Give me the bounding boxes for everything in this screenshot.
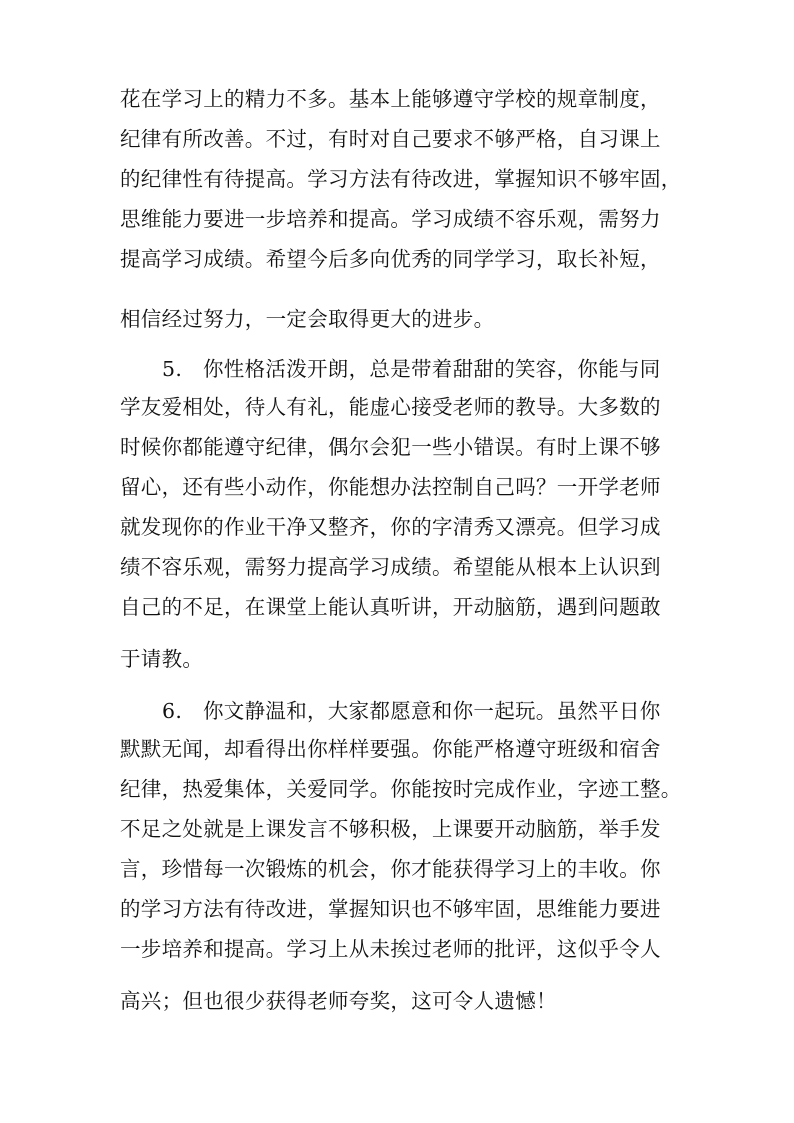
text-line: 时候你都能遵守纪律，偶尔会犯一些小错误。有时上课不够 bbox=[120, 435, 661, 459]
text-line: 思维能力要进一步培养和提高。学习成绩不容乐观，需努力 bbox=[120, 207, 661, 231]
text-line: 纪律有所改善。不过，有时对自己要求不够严格，自习课上 bbox=[120, 127, 661, 151]
text-line bbox=[162, 696, 661, 726]
line-text: 你性格活泼开朗，总是带着甜甜的笑容，你能与同 bbox=[203, 357, 661, 381]
text-line: 自己的不足，在课堂上能认真听讲，开动脑筋，遇到问题敢 bbox=[120, 595, 661, 619]
item-number: 6. bbox=[162, 699, 183, 723]
text-line: 的学习方法有待改进，掌握知识也不够牢固，思维能力要进 bbox=[120, 897, 661, 921]
text-line: 不足之处就是上课发言不够积极，上课要开动脑筋，举手发 bbox=[120, 817, 661, 841]
text-line: 留心，还有些小动作，你能想办法控制自己吗？一开学老师 bbox=[120, 475, 661, 499]
item-number: 5. bbox=[162, 357, 183, 381]
line-text: 你文静温和，大家都愿意和你一起玩。虽然平日你 bbox=[203, 699, 661, 723]
text-line: 学友爱相处，待人有礼，能虚心接受老师的教导。大多数的 bbox=[120, 395, 661, 419]
text-line: 于请教。 bbox=[120, 647, 204, 671]
text-line: 纪律，热爱集体，关爱同学。你能按时完成作业，字迹工整。 bbox=[120, 777, 682, 801]
text-line: 的纪律性有待提高。学习方法有待改进，掌握知识不够牢固， bbox=[120, 167, 682, 191]
text-line: 花在学习上的精力不多。基本上能够遵守学校的规章制度， bbox=[120, 87, 661, 111]
text-line: 言，珍惜每一次锻炼的机会，你才能获得学习上的丰收。你 bbox=[120, 857, 661, 881]
text-line: 就发现你的作业干净又整齐，你的字清秀又漂亮。但学习成 bbox=[120, 515, 661, 539]
text-line: 默默无闻，却看得出你样样要强。你能严格遵守班级和宿舍 bbox=[120, 737, 661, 761]
text-line: 提高学习成绩。希望今后多向优秀的同学学习，取长补短， bbox=[120, 247, 661, 271]
text-line: 一步培养和提高。学习上从未挨过老师的批评，这似乎令人 bbox=[120, 937, 661, 961]
text-line: 绩不容乐观，需努力提高学习成绩。希望能从根本上认识到 bbox=[120, 555, 661, 579]
text-line: 高兴；但也很少获得老师夸奖，这可令人遗憾！ bbox=[120, 989, 557, 1013]
text-line: 相信经过努力，一定会取得更大的进步。 bbox=[120, 307, 495, 331]
text-line bbox=[162, 354, 661, 384]
